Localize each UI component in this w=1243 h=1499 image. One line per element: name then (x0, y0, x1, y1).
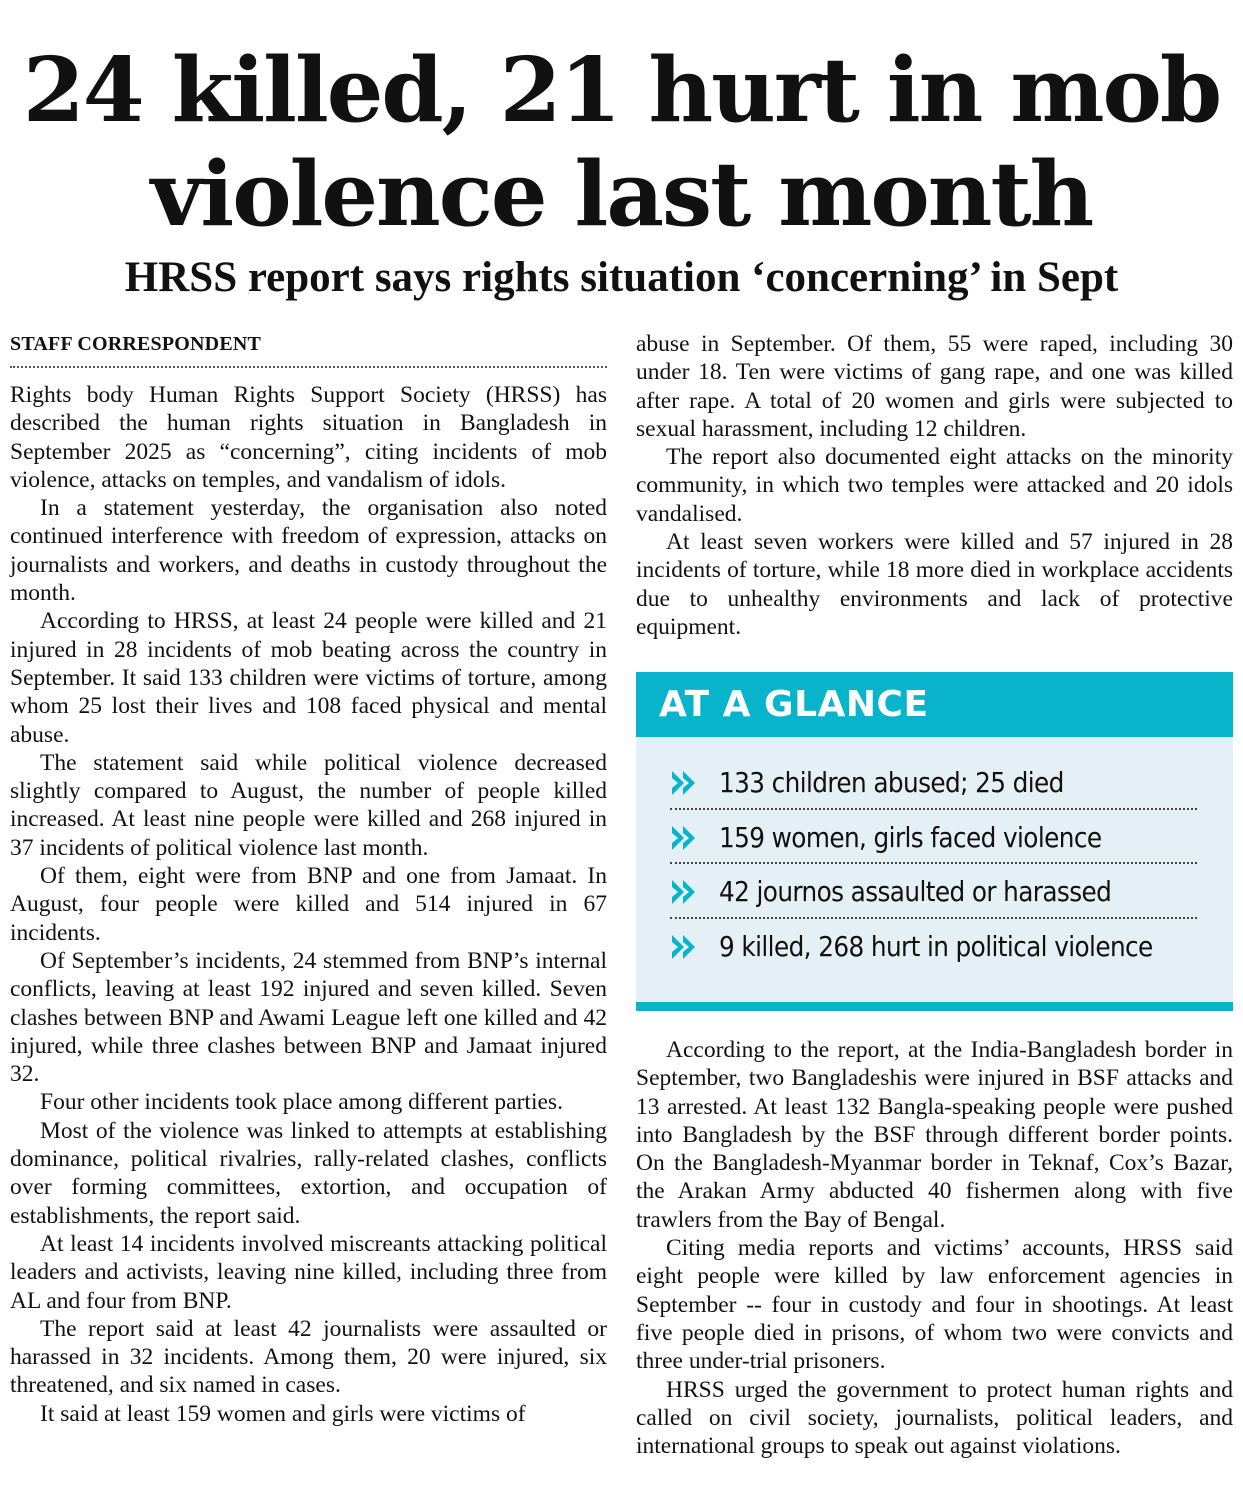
double-chevron-right-icon (670, 877, 700, 907)
paragraph: It said at least 159 women and girls were victims of (40, 1400, 526, 1427)
paragraph: The report also documented eight attacks on the minority community, in which two temples were attacked and 20 idols vandalised. (636, 444, 1233, 527)
double-chevron-right-icon (670, 823, 700, 853)
paragraph: According to the report, at the India-Bangladesh border in September, two Bangladeshis were injured in BSF attacks and 13 arrested. At least 132 Bangla-speaking people were pushed into Bangladesh by the BSF through different border points. On the Bangladesh-Myanmar border in Teknaf, Cox’s Bazar, the Arakan Army abducted 40 fishermen along with five trawlers from the Bay of Bengal. (636, 1037, 1233, 1233)
headline-line-1: 24 killed, 21 hurt in mob (22, 37, 1221, 142)
paragraph: Of them, eight were from BNP and one from Jamaat. In August, four people were killed and 514 injured in 67 incidents. (10, 863, 607, 946)
paragraph: In a statement yesterday, the organisation also noted continued interference with freedom of expression, attacks on journalists and workers, and deaths in custody throughout the month. (10, 495, 607, 607)
paragraph: According to HRSS, at least 24 people were killed and 21 injured in 28 incidents of mob beating across the country in September. It said 133 children were victims of torture, among whom 25 lost their lives and 108 faced physical and mental abuse. (10, 608, 607, 748)
subheadline: HRSS report says rights situation ‘concerning’ in Sept (124, 254, 1119, 301)
paragraph: At least seven workers were killed and 57 injured in 28 incidents of torture, while 18 more died in workplace accidents due to unhealthy environments and lack of protective equipment. (636, 529, 1233, 640)
glance-item-text: 9 killed, 268 hurt in political violence (719, 930, 1153, 963)
double-chevron-right-icon (670, 932, 700, 962)
glance-item (670, 919, 1197, 972)
paragraph: The statement said while political violence decreased slightly compared to August, the number of people killed increased. At least nine people were killed and 268 injured in 37 incidents of political violence last month. (10, 749, 607, 861)
paragraph: Citing media reports and victims’ accounts, HRSS said eight people were killed by law enforcement agencies in September -- four in custody and four in shootings. At least five people died in prisons, of whom two were convicts and three under-trial prisoners. (636, 1235, 1233, 1375)
paragraph: Most of the violence was linked to attempts at establishing dominance, political rivalries, rally-related clashes, conflicts over forming committees, extortion, and occupation of establishments, the report said. (10, 1117, 607, 1229)
glance-item-text: 159 women, girls faced violence (719, 821, 1102, 854)
headline-line-2: violence last month (150, 141, 1093, 246)
paragraph: Of September’s incidents, 24 stemmed from BNP’s internal conflicts, leaving at least 192 injured and seven killed. Seven clashes between BNP and Awami League left one killed and 42 injured, while three clashes between BNP and Jamaat injured 32. (10, 947, 607, 1088)
glance-item (670, 810, 1197, 865)
paragraph: HRSS urged the government to protect human rights and called on civil society, journalists, political leaders, and international groups to speak out against violations. (636, 1376, 1233, 1460)
paragraph: The report said at least 42 journalists were assaulted or harassed in 32 incidents. Among them, 20 were injured, six threatened, and six named in cases. (10, 1315, 607, 1399)
double-chevron-right-icon (670, 768, 700, 798)
paragraph: Rights body Human Rights Support Society (HRSS) has described the human rights situation in Bangladesh in September 2025 as “concerning”, citing incidents of mob violence, attacks on temples, and vandalism of idols. (10, 382, 607, 493)
right-column-top (636, 330, 1233, 641)
at-a-glance-list (636, 755, 1233, 971)
right-column-bottom (636, 1036, 1233, 1460)
glance-item (670, 755, 1197, 810)
left-column (10, 330, 607, 1428)
paragraph: abuse in September. Of them, 55 were raped, including 30 under 18. Ten were victims of gang rape, and one was killed after rape. A total of 20 women and girls were subjected to sexual harassment, including 12 children. (636, 331, 1233, 442)
glance-item-text: 42 journos assaulted or harassed (719, 876, 1112, 908)
glance-item (670, 864, 1197, 919)
paragraph: Four other incidents took place among different parties. (40, 1089, 563, 1116)
at-a-glance-title: AT A GLANCE (636, 672, 1233, 737)
headline (0, 38, 1243, 246)
glance-item-text: 133 children abused; 25 died (719, 767, 1064, 799)
byline: STAFF CORRESPONDENT (10, 330, 607, 368)
paragraph: At least 14 incidents involved miscreants attacking political leaders and activists, leaving nine killed, including three from AL and four from BNP. (10, 1230, 607, 1314)
at-a-glance-box (636, 672, 1233, 1011)
